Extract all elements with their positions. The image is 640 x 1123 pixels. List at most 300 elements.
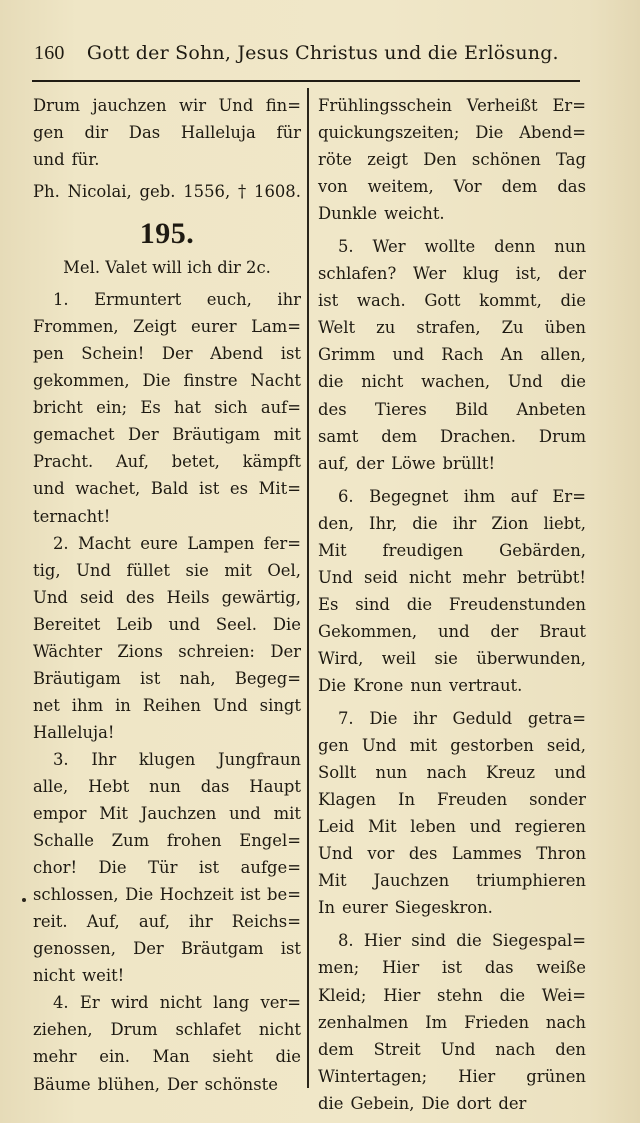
word: sie [434, 648, 458, 668]
word: Ph. [33, 182, 60, 202]
word: Und [76, 560, 111, 580]
text-line [33, 313, 301, 340]
word: und [469, 817, 502, 837]
word: liebt, [543, 513, 586, 533]
word: Siegespal= [491, 931, 586, 951]
word: Er= [552, 486, 586, 506]
word: Bäume [33, 1074, 91, 1094]
word: Freudenstunden [448, 594, 586, 614]
text-line [318, 954, 586, 981]
text-line [33, 1043, 301, 1070]
word: der [498, 1093, 527, 1113]
text-line [318, 786, 586, 813]
word: die [318, 1093, 344, 1113]
word: Pracht. [33, 452, 94, 472]
text-line [33, 340, 301, 367]
word: Zum [111, 831, 150, 851]
text-line [33, 1016, 301, 1043]
word: singt [259, 695, 301, 715]
word: nun [375, 763, 408, 783]
text-line [318, 759, 586, 786]
stanza [318, 705, 586, 921]
text-line [33, 800, 301, 827]
word: der [557, 264, 586, 284]
word: und [33, 150, 65, 170]
word: ist, [515, 264, 542, 284]
word: reit. [33, 912, 68, 932]
word: betrübt! [517, 567, 586, 587]
word: Gott [424, 291, 461, 311]
word: gen [318, 736, 349, 756]
word: seid [364, 567, 398, 587]
text-line [318, 1063, 586, 1090]
word: Streit [373, 1039, 421, 1059]
page-number: 160 [34, 42, 65, 64]
word: ist [318, 291, 339, 311]
word: alle, [33, 776, 69, 796]
word: brüllt! [442, 453, 496, 473]
text-line [33, 367, 301, 394]
word: Hier [458, 1066, 496, 1086]
text-line [318, 287, 586, 314]
word: nach [426, 763, 467, 783]
text-line [33, 719, 301, 746]
word: das [557, 177, 586, 197]
word: Er [79, 993, 100, 1013]
word: Schalle [33, 831, 94, 851]
word: ein. [99, 1047, 130, 1067]
word: Die [318, 675, 347, 695]
word: Heils [166, 587, 210, 607]
text-line [318, 396, 586, 423]
text-line [33, 584, 301, 611]
word: Nicolai, [67, 182, 132, 202]
word: die [406, 594, 433, 614]
word: weiße [536, 958, 586, 978]
word: ist [140, 668, 161, 688]
word: auf= [260, 398, 301, 418]
header-rule [32, 80, 580, 82]
word: leben [410, 817, 456, 837]
word: ihm [71, 695, 104, 715]
word: Der [166, 1074, 198, 1094]
text-line [318, 927, 586, 954]
word: füllet [126, 560, 170, 580]
word: Und [318, 844, 353, 864]
word: Jungfraun [218, 749, 301, 769]
word: gestorben [450, 736, 534, 756]
word: In [318, 898, 336, 918]
word: Engel= [239, 831, 301, 851]
word: nicht [258, 1020, 301, 1040]
text-line [33, 394, 301, 421]
word: der [490, 621, 519, 641]
word: kommt, [479, 291, 542, 311]
word: Hier [363, 931, 401, 951]
word: das [200, 776, 230, 796]
text-line [318, 867, 586, 894]
text-line [318, 233, 586, 260]
word: † [238, 182, 247, 202]
word: Frieden [464, 1012, 530, 1032]
word: und [168, 614, 201, 634]
word: und [554, 763, 586, 783]
word: gemachet [33, 425, 115, 445]
word: ist [198, 858, 220, 878]
word: Wintertagen; [318, 1066, 428, 1086]
word: Welt [318, 318, 356, 338]
word: Tür [148, 858, 178, 878]
word: gewärtig, [221, 587, 301, 607]
word: Ermuntert [94, 290, 182, 310]
word: fer= [263, 533, 301, 553]
word: 1556, [183, 182, 231, 202]
word: Lammes [451, 844, 522, 864]
word: das [484, 958, 514, 978]
word: Es [140, 398, 161, 418]
word: röte [318, 150, 352, 170]
word: Hier [382, 958, 420, 978]
word: dem [501, 177, 538, 197]
word: Mit= [258, 479, 301, 499]
text-line [318, 732, 586, 759]
word: Leid [318, 817, 355, 837]
word: vor [367, 844, 395, 864]
word: schreien: [178, 641, 255, 661]
text-line [318, 341, 586, 368]
word: sind [411, 931, 446, 951]
word: den, [318, 513, 354, 533]
word: sind [355, 594, 390, 614]
word: frohen [166, 831, 222, 851]
word: Hochzeit [159, 885, 234, 905]
word: ihr [413, 709, 437, 729]
word: blühen, [97, 1074, 160, 1094]
word: quickungszeiten; [318, 123, 460, 143]
word: weicht. [384, 204, 445, 224]
word: geb. [139, 182, 176, 202]
word: ziehen, [33, 1020, 93, 1040]
word: Zions [117, 641, 163, 661]
word: nicht [33, 966, 76, 986]
word: Reihen [142, 695, 201, 715]
word: Mit [99, 804, 128, 824]
word: den [555, 1039, 586, 1059]
word: die [499, 985, 526, 1005]
word: Drum [33, 96, 81, 115]
word: Schein! [81, 344, 145, 364]
text-line [33, 692, 301, 719]
running-title: Gott der Sohn, Jesus Christus und die Erlösung. [86, 42, 559, 64]
word: tig, [33, 560, 61, 580]
word: zeigt [367, 150, 408, 170]
word: mit [273, 804, 301, 824]
word: Gebein, [350, 1093, 415, 1113]
word: Frühlingsschein [318, 96, 452, 115]
word: Sollt [318, 763, 357, 783]
word: regieren [514, 817, 586, 837]
word: ihr [189, 912, 213, 932]
word: Und [440, 1039, 476, 1059]
stanza [33, 746, 301, 989]
word: der [356, 453, 385, 473]
word: Siegeskron. [394, 898, 493, 918]
word: nun [554, 237, 586, 257]
word: klug [462, 264, 500, 284]
word: Im [425, 1012, 448, 1032]
word: Die [142, 371, 171, 391]
word: überwunden, [476, 648, 586, 668]
word: nicht [159, 993, 202, 1013]
author-attribution [33, 178, 301, 205]
word: Klagen [318, 790, 377, 810]
text-line [318, 564, 586, 591]
word: zenhalmen [318, 1012, 409, 1032]
text-line [318, 146, 586, 173]
word: Nacht [250, 371, 301, 391]
text-line [33, 827, 301, 854]
word: Und [361, 736, 397, 756]
word: Reichs= [231, 912, 301, 932]
word: empor [33, 804, 87, 824]
word: bricht [33, 398, 83, 418]
word: wachen, [421, 372, 491, 392]
word: mit [409, 736, 438, 756]
text-line [318, 510, 586, 537]
word: ist [199, 479, 220, 499]
word: schlafen? [318, 264, 397, 284]
word: net [33, 695, 60, 715]
word: Zu [501, 318, 524, 338]
word: Hier [383, 985, 421, 1005]
word: 6. [338, 486, 354, 506]
text-line [33, 611, 301, 638]
word: eurer [190, 317, 237, 337]
word: Und [218, 96, 254, 115]
word: Krone [353, 675, 404, 695]
word: weil [381, 648, 417, 668]
word: dem [318, 1039, 354, 1059]
word: In [397, 790, 415, 810]
text-line [33, 503, 301, 530]
text-line [318, 894, 586, 921]
word: auf [510, 486, 537, 506]
text-line [33, 92, 301, 119]
stanza [318, 927, 586, 1116]
word: Die [475, 123, 504, 143]
word: und [392, 345, 425, 365]
stanzas [33, 286, 301, 1097]
word: Der [270, 641, 301, 661]
text-line [318, 813, 586, 840]
text-line [318, 368, 586, 395]
word: Lampen [187, 533, 255, 553]
word: Braut [539, 621, 586, 641]
word: stehn [437, 985, 483, 1005]
word: Begegnet [369, 486, 449, 506]
word: nun [149, 776, 181, 796]
stanzas [318, 227, 586, 1117]
word: seid, [546, 736, 586, 756]
word: chor! [33, 858, 78, 878]
text-line [33, 962, 301, 989]
continuation-text [33, 92, 301, 173]
text-line [33, 908, 301, 935]
word: auf, [138, 912, 170, 932]
word: mehr [33, 1047, 77, 1067]
word: für [276, 123, 301, 143]
continuation-text [318, 92, 586, 227]
word: ein; [96, 398, 128, 418]
text-line [318, 92, 586, 119]
word: freudigen [382, 540, 464, 560]
left-column [33, 92, 301, 1098]
word: Gebärden, [499, 540, 586, 560]
word: Jauchzen [373, 871, 450, 891]
word: kämpft [242, 452, 301, 472]
word: Auf, [115, 452, 149, 472]
word: und [33, 479, 65, 499]
text-line [33, 421, 301, 448]
word: des [318, 399, 347, 419]
word: Haupt [249, 776, 301, 796]
word: Zeigt [133, 317, 177, 337]
text-line [33, 881, 301, 908]
word: die [560, 372, 586, 392]
word: sich [214, 398, 248, 418]
word: ihr [277, 290, 301, 310]
word: Bräutgam [180, 939, 264, 959]
word: Drum [538, 426, 586, 446]
text-line [318, 645, 586, 672]
word: mit [273, 425, 301, 445]
word: Bräutigam [172, 425, 261, 445]
text-line [318, 672, 586, 699]
word: grünen [526, 1066, 586, 1086]
word: Das [128, 123, 161, 143]
word: in [115, 695, 131, 715]
stanza [318, 233, 586, 476]
word: nun [410, 675, 442, 695]
word: Wird, [318, 648, 364, 668]
word: Bald [150, 479, 189, 499]
word: Und [507, 372, 543, 392]
word: Hebt [88, 776, 130, 796]
text-line [318, 483, 586, 510]
word: nach [545, 1012, 586, 1032]
word: Ihr [91, 749, 117, 769]
text-line [318, 705, 586, 732]
word: samt [318, 426, 359, 446]
text-line [33, 989, 301, 1016]
hymn-number: 195. [139, 217, 195, 251]
word: zu [376, 318, 396, 338]
word: Ihr, [368, 513, 398, 533]
running-header [34, 42, 579, 72]
word: Zion [491, 513, 529, 533]
word: Der [133, 939, 164, 959]
text-line [33, 854, 301, 881]
word: dir [84, 123, 109, 143]
word: Der [161, 344, 193, 364]
text-line [33, 475, 301, 502]
right-column [318, 92, 586, 1117]
word: auf, [318, 453, 350, 473]
stanza [33, 989, 301, 1097]
word: Seel. [215, 614, 258, 634]
word: Die [125, 885, 154, 905]
word: Und [33, 587, 68, 607]
word: Die [272, 614, 301, 634]
word: denn [494, 237, 536, 257]
word: euch, [206, 290, 252, 310]
word: sonder [529, 790, 586, 810]
text-line [318, 173, 586, 200]
word: Wer [413, 264, 447, 284]
text-line [318, 119, 586, 146]
word: für. [71, 150, 100, 170]
text-line [318, 591, 586, 618]
text-line [318, 1009, 586, 1036]
word: wach. [356, 291, 406, 311]
word: sieht [212, 1047, 253, 1067]
word: finstre [183, 371, 238, 391]
word: vertraut. [448, 675, 523, 695]
text-line [318, 840, 586, 867]
word: Bereitet [33, 614, 101, 634]
word: Grimm [318, 345, 376, 365]
word: mit [224, 560, 252, 580]
word: nah, [179, 668, 216, 688]
stanza [33, 286, 301, 529]
word: triumphieren [476, 871, 586, 891]
word: Gekommen, [318, 621, 418, 641]
word: An [500, 345, 524, 365]
word: üben [544, 318, 586, 338]
word: ihr [452, 513, 477, 533]
word: seid [79, 587, 114, 607]
word: des [125, 587, 155, 607]
word: Bräutigam [33, 668, 121, 688]
word: allen, [540, 345, 586, 365]
word: Die [369, 709, 398, 729]
word: wachet, [75, 479, 141, 499]
word: Löwe [391, 453, 436, 473]
text-line [33, 665, 301, 692]
word: Tag [556, 150, 586, 170]
word: Drum [110, 1020, 158, 1040]
word: Der [128, 425, 159, 445]
word: Und [318, 567, 353, 587]
word: getra= [527, 709, 586, 729]
word: pen [33, 344, 64, 364]
word: ist [280, 344, 301, 364]
word: sie [185, 560, 209, 580]
word: schlossen, [33, 885, 119, 905]
word: Abend [210, 344, 264, 364]
word: Lam= [251, 317, 301, 337]
word: wollte [424, 237, 476, 257]
text-line [318, 1036, 586, 1063]
word: be= [267, 885, 301, 905]
word: weit! [82, 966, 125, 986]
text-line [318, 537, 586, 564]
word: von [318, 177, 348, 197]
word: schönste [204, 1074, 278, 1094]
text-line [318, 200, 586, 227]
text-line [318, 618, 586, 645]
word: Freuden [436, 790, 508, 810]
